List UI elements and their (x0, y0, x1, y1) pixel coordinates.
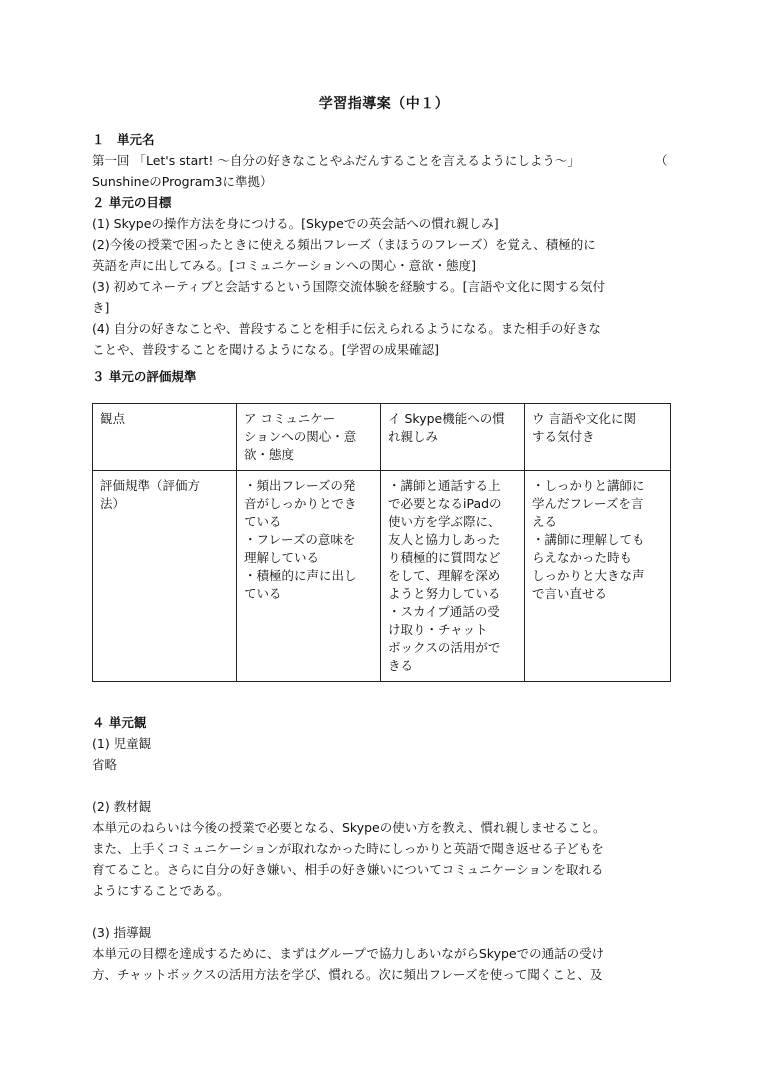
cell-line: える (532, 514, 558, 529)
cell-line: 欲・態度 (244, 447, 295, 462)
spacer (92, 775, 682, 796)
section-unit-view (92, 712, 682, 985)
cell-line: ・しっかりと講師に (532, 478, 645, 493)
cell-line: ・フレーズの意味を (244, 532, 356, 547)
subsection-text: 省略 (92, 757, 118, 772)
cell-line: きる (388, 658, 414, 673)
cell-line: をして、理解を深め (388, 568, 501, 583)
table-cell (93, 471, 237, 682)
table-cell (237, 404, 381, 471)
paragraph-line: 方、チャットボックスの活用方法を学び、慣れる。次に頻出フレーズを使って聞くこと、及 (92, 967, 603, 982)
cell-line: ている (244, 514, 282, 529)
cell-line: ボックスの活用がで (388, 640, 501, 655)
table-row (93, 471, 671, 682)
cell-line: ・積極的に声に出し (244, 568, 357, 583)
section-unit-name (92, 129, 682, 192)
cell-line: 観点 (100, 411, 126, 426)
subsection-heading: (2) 教材観 (92, 799, 152, 814)
section-evaluation (92, 366, 682, 387)
cell-line: イ Skype機能への慣 (388, 411, 505, 426)
section-3-heading: ３ 単元の評価規準 (92, 369, 197, 384)
cell-line: 使い方を学ぶ際に、 (388, 514, 501, 529)
table-cell (525, 404, 671, 471)
cell-line: 友人と協力しあった (388, 532, 501, 547)
cell-line: ・頻出フレーズの発 (244, 478, 356, 493)
cell-line: け取り・チャット (388, 622, 488, 637)
cell-line: しっかりと大きな声 (532, 568, 645, 583)
subsection-heading: (1) 児童観 (92, 736, 152, 751)
cell-line: ・講師に理解しても (532, 532, 645, 547)
cell-line: り積極的に質問など (388, 550, 501, 565)
unit-name-paren: （ (655, 153, 668, 168)
goal-line: (4) 自分の好きなことや、普段することを相手に伝えられるようになる。また相手の好きな (92, 321, 601, 336)
cell-line: 音がしっかりとでき (244, 496, 357, 511)
section-1-heading: １ 単元名 (92, 132, 155, 147)
table-cell (525, 471, 671, 682)
cell-line: ・スカイプ通話の受 (388, 604, 500, 619)
unit-name-line-1 (92, 150, 682, 171)
cell-line: で必要となるiPadの (388, 496, 502, 511)
paragraph-line: 育てること。さらに自分の好き嫌い、相手の好き嫌いについてコミュニケーションを取れる (92, 862, 604, 877)
cell-line: らえなかった時も (532, 550, 633, 565)
unit-name-text: 第一回 「Let's start! ～自分の好きなことやふだんすることを言えるようにしよう～」 (92, 153, 580, 168)
spacer (92, 901, 682, 922)
cell-line: 学んだフレーズを言 (532, 496, 644, 511)
subsection-heading: (3) 指導観 (92, 925, 152, 940)
paragraph-line: 本単元の目標を達成するために、まずはグループで協力しあいながらSkypeでの通話の受け (92, 946, 605, 961)
cell-line: 法） (100, 496, 126, 511)
goal-line: (3) 初めてネーティブと会話するという国際交流体験を経験する。[言語や文化に関する気付 (92, 279, 606, 294)
goal-line: (2)今後の授業で困ったときに使える頻出フレーズ（まほうのフレーズ）を覚え、積極的に (92, 237, 596, 252)
cell-line: 評価規準（評価方 (100, 478, 201, 493)
goal-line: き] (92, 300, 110, 315)
section-4-heading: ４ 単元観 (92, 715, 147, 730)
table-cell (237, 471, 381, 682)
cell-line: ・講師と通話する上 (388, 478, 501, 493)
cell-line: ウ 言語や文化に関 (532, 411, 636, 426)
cell-line: する気付き (532, 429, 595, 444)
section-unit-goals (92, 192, 682, 360)
paragraph-line: ようにすることである。 (92, 883, 230, 898)
document-title: 学習指導案（中１） (318, 96, 450, 112)
cell-line: ションへの関心・意 (244, 429, 357, 444)
cell-line: れ親しみ (388, 429, 439, 444)
cell-line: で言い直せる (532, 586, 608, 601)
table-cell (381, 471, 525, 682)
evaluation-table (92, 403, 671, 682)
goal-line: ことや、普段することを聞けるようになる。[学習の成果確認] (92, 342, 440, 357)
cell-line: ア コミュニケー (244, 411, 336, 426)
paragraph-line: 本単元のねらいは今後の授業で必要となる、Skypeの使い方を教え、慣れ親しませること。 (92, 820, 606, 835)
goal-line: 英語を声に出してみる。[コミュニケーションへの関心・意欲・態度] (92, 258, 477, 273)
section-2-heading: ２ 単元の目標 (92, 195, 172, 210)
cell-line: 理解している (244, 550, 320, 565)
unit-name-line-2: SunshineのProgram3に準拠） (92, 174, 273, 189)
table-header-row (93, 404, 671, 471)
table-cell (93, 404, 237, 471)
goal-line: (1) Skypeの操作方法を身につける。[Skypeでの英会話への慣れ親しみ] (92, 216, 499, 231)
cell-line: ている (244, 586, 282, 601)
table-cell (381, 404, 525, 471)
paragraph-line: また、上手くコミュニケーションが取れなかった時にしっかりと英語で聞き返せる子どもを (92, 841, 604, 856)
cell-line: ようと努力している (388, 586, 501, 601)
